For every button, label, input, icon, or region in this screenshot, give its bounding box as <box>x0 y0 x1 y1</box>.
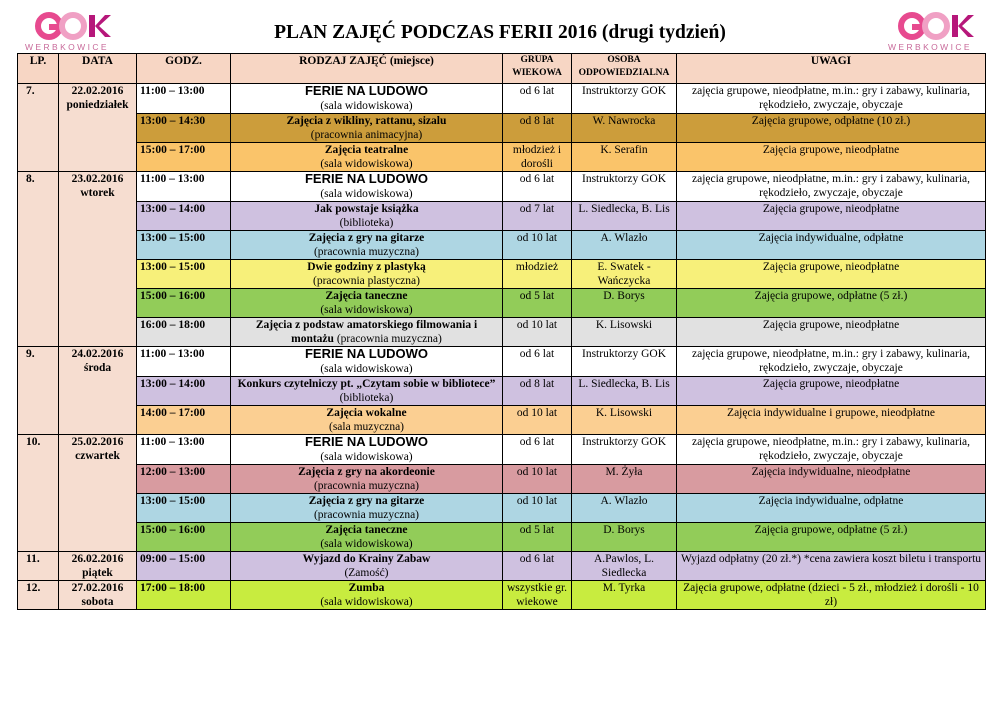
table-row <box>18 260 986 289</box>
table-row <box>18 318 986 347</box>
activity-cell <box>231 581 503 610</box>
table-row <box>18 494 986 523</box>
activity-time: 13:00 – 15:00 <box>137 494 231 523</box>
age-group: od 5 lat <box>503 523 572 552</box>
responsible-person: M. Żyła <box>572 465 677 494</box>
table-row <box>18 347 986 377</box>
responsible-person: Instruktorzy GOK <box>572 347 677 377</box>
activity-time: 11:00 – 13:00 <box>137 172 231 202</box>
activity-title: Zajęcia taneczne <box>325 524 408 536</box>
table-row <box>18 231 986 260</box>
responsible-person: L. Siedlecka, B. Lis <box>572 377 677 406</box>
activity-place: (sala widowiskowa) <box>320 100 413 112</box>
gok-logo-mark <box>878 12 982 42</box>
activity-time: 11:00 – 13:00 <box>137 84 231 114</box>
day-number: 12. <box>18 581 59 610</box>
gok-logo-left <box>15 12 119 52</box>
age-group: młodzież <box>503 260 572 289</box>
responsible-person: D. Borys <box>572 289 677 318</box>
table-row <box>18 172 986 202</box>
day-date-cell <box>59 581 137 610</box>
notes: Zajęcia indywidualne, odpłatne <box>677 494 986 523</box>
age-group: od 10 lat <box>503 406 572 435</box>
activity-time: 15:00 – 17:00 <box>137 143 231 172</box>
activity-cell <box>231 202 503 231</box>
activity-title: Zajęcia z gry na akordeonie <box>298 466 435 478</box>
activity-place: (sala widowiskowa) <box>320 451 413 463</box>
responsible-person: K. Lisowski <box>572 406 677 435</box>
header-person: OSOBA ODPOWIEDZIALNA <box>572 54 677 84</box>
activity-title: Zumba <box>348 582 385 594</box>
header-notes: UWAGI <box>677 54 986 84</box>
activity-title: Zajęcia teatralne <box>324 144 409 156</box>
table-row <box>18 435 986 465</box>
activity-place: (sala widowiskowa) <box>320 596 413 608</box>
table-row <box>18 523 986 552</box>
responsible-person: M. Tyrka <box>572 581 677 610</box>
day-date: 24.02.2016 <box>71 348 124 360</box>
activity-place: (biblioteka) <box>339 392 394 404</box>
day-number: 8. <box>18 172 59 347</box>
age-group: od 10 lat <box>503 494 572 523</box>
schedule-body <box>18 84 986 610</box>
notes: zajęcia grupowe, nieodpłatne, m.in.: gry i zabawy, kulinaria, rękodzieło, zwyczaje, obyczaje <box>677 347 986 377</box>
activity-cell <box>231 523 503 552</box>
activity-place: (pracownia animacyjna) <box>310 129 423 141</box>
activity-place: (pracownia plastyczna) <box>313 275 420 287</box>
activity-place: (sala widowiskowa) <box>320 538 413 550</box>
activity-cell <box>231 84 503 114</box>
day-date-cell <box>59 84 137 172</box>
header-group: GRUPA WIEKOWA <box>503 54 572 84</box>
activity-title: FERIE NA LUDOWO <box>304 83 428 98</box>
activity-title: FERIE NA LUDOWO <box>304 434 428 449</box>
day-weekday: środa <box>83 362 112 374</box>
day-date-cell <box>59 347 137 435</box>
activity-place: (sala widowiskowa) <box>320 158 413 170</box>
schedule-table <box>17 53 986 610</box>
responsible-person: A. Wlazło <box>572 231 677 260</box>
day-weekday: poniedziałek <box>66 99 129 111</box>
day-date: 27.02.2016 <box>71 582 124 594</box>
activity-cell <box>231 465 503 494</box>
activity-cell <box>231 231 503 260</box>
day-date: 23.02.2016 <box>71 173 124 185</box>
activity-place: (pracownia muzyczna) <box>313 246 420 258</box>
day-date: 22.02.2016 <box>71 85 124 97</box>
activity-cell <box>231 435 503 465</box>
day-number: 11. <box>18 552 59 581</box>
notes: Zajęcia grupowe, nieodpłatne <box>677 202 986 231</box>
notes: Wyjazd odpłatny (20 zł.*) *cena zawiera koszt biletu i transportu <box>677 552 986 581</box>
activity-cell <box>231 143 503 172</box>
table-row <box>18 465 986 494</box>
activity-title: Konkurs czytelniczy pt. „Czytam sobie w bibliotece” <box>237 378 496 390</box>
activity-time: 15:00 – 16:00 <box>137 523 231 552</box>
activity-time: 11:00 – 13:00 <box>137 347 231 377</box>
activity-time: 13:00 – 15:00 <box>137 260 231 289</box>
notes: Zajęcia indywidualne, odpłatne <box>677 231 986 260</box>
age-group: od 6 lat <box>503 84 572 114</box>
table-row <box>18 552 986 581</box>
activity-time: 17:00 – 18:00 <box>137 581 231 610</box>
activity-title: FERIE NA LUDOWO <box>304 346 428 361</box>
table-row <box>18 289 986 318</box>
day-date-cell <box>59 552 137 581</box>
notes: Zajęcia grupowe, odpłatne (10 zł.) <box>677 114 986 143</box>
activity-place: (pracownia muzyczna) <box>336 333 442 345</box>
day-number: 7. <box>18 84 59 172</box>
responsible-person: L. Siedlecka, B. Lis <box>572 202 677 231</box>
activity-place: (sala widowiskowa) <box>320 363 413 375</box>
activity-title: Dwie godziny z plastyką <box>307 261 426 273</box>
table-row <box>18 406 986 435</box>
activity-time: 16:00 – 18:00 <box>137 318 231 347</box>
activity-cell <box>231 260 503 289</box>
activity-title: Zajęcia z wikliny, rattanu, sizalu <box>286 115 447 127</box>
age-group: od 8 lat <box>503 377 572 406</box>
activity-cell <box>231 289 503 318</box>
activity-place: (sala widowiskowa) <box>320 304 413 316</box>
day-weekday: piątek <box>82 567 113 579</box>
day-date-cell <box>59 172 137 347</box>
activity-cell <box>231 377 503 406</box>
activity-time: 09:00 – 15:00 <box>137 552 231 581</box>
activity-place: (pracownia muzyczna) <box>313 480 420 492</box>
responsible-person: A.Pawlos, L. Siedlecka <box>572 552 677 581</box>
notes: Zajęcia grupowe, odpłatne (5 zł.) <box>677 289 986 318</box>
table-row <box>18 202 986 231</box>
responsible-person: A. Wlazło <box>572 494 677 523</box>
activity-cell <box>231 347 503 377</box>
activity-cell <box>231 552 503 581</box>
age-group: wszystkie gr. wiekowe <box>503 581 572 610</box>
activity-title: Jak powstaje książka <box>314 203 419 215</box>
activity-cell <box>231 494 503 523</box>
notes: zajęcia grupowe, nieodpłatne, m.in.: gry i zabawy, kulinaria, rękodzieło, zwyczaje, obyczaje <box>677 435 986 465</box>
page-title: PLAN ZAJĘĆ PODCZAS FERII 2016 (drugi tydzień) <box>274 22 726 43</box>
responsible-person: K. Serafin <box>572 143 677 172</box>
age-group: od 5 lat <box>503 289 572 318</box>
age-group: od 6 lat <box>503 435 572 465</box>
notes: Zajęcia grupowe, odpłatne (5 zł.) <box>677 523 986 552</box>
responsible-person: K. Lisowski <box>572 318 677 347</box>
activity-title: Zajęcia z gry na gitarze <box>308 232 425 244</box>
day-number: 10. <box>18 435 59 552</box>
activity-title: Zajęcia z gry na gitarze <box>308 495 425 507</box>
activity-time: 15:00 – 16:00 <box>137 289 231 318</box>
age-group: od 10 lat <box>503 231 572 260</box>
notes: zajęcia grupowe, nieodpłatne, m.in.: gry i zabawy, kulinaria, rękodzieło, zwyczaje, obyczaje <box>677 172 986 202</box>
age-group: od 6 lat <box>503 172 572 202</box>
responsible-person: Instruktorzy GOK <box>572 435 677 465</box>
responsible-person: E. Swatek - Wańczycka <box>572 260 677 289</box>
activity-time: 14:00 – 17:00 <box>137 406 231 435</box>
activity-place: (sala widowiskowa) <box>320 188 413 200</box>
day-date: 25.02.2016 <box>71 436 124 448</box>
activity-cell <box>231 406 503 435</box>
age-group: od 6 lat <box>503 347 572 377</box>
activity-time: 12:00 – 13:00 <box>137 465 231 494</box>
activity-title: Zajęcia z podstaw amatorskiego filmowania i montażu <box>255 319 478 345</box>
notes: Zajęcia grupowe, odpłatne (dzieci - 5 zł., młodzież i dorośli - 10 zł) <box>677 581 986 610</box>
table-row <box>18 114 986 143</box>
activity-place: (pracownia muzyczna) <box>313 509 420 521</box>
notes: Zajęcia grupowe, nieodpłatne <box>677 377 986 406</box>
header-date: DATA <box>59 54 137 84</box>
age-group: od 6 lat <box>503 552 572 581</box>
age-group: od 7 lat <box>503 202 572 231</box>
activity-time: 13:00 – 14:30 <box>137 114 231 143</box>
activity-title: Wyjazd do Krainy Zabaw <box>302 553 431 565</box>
day-weekday: wtorek <box>80 187 115 199</box>
activity-cell <box>231 172 503 202</box>
responsible-person: W. Nawrocka <box>572 114 677 143</box>
table-row <box>18 143 986 172</box>
gok-logo-subtitle: WERBKOWICE <box>888 42 972 52</box>
responsible-person: Instruktorzy GOK <box>572 172 677 202</box>
table-header-row <box>18 54 986 84</box>
activity-cell <box>231 114 503 143</box>
notes: Zajęcia grupowe, nieodpłatne <box>677 260 986 289</box>
responsible-person: Instruktorzy GOK <box>572 84 677 114</box>
day-weekday: czwartek <box>75 450 120 462</box>
activity-title: FERIE NA LUDOWO <box>304 171 428 186</box>
age-group: od 10 lat <box>503 318 572 347</box>
activity-time: 13:00 – 14:00 <box>137 377 231 406</box>
header-time: GODZ. <box>137 54 231 84</box>
activity-place: (sala muzyczna) <box>328 421 405 433</box>
day-number: 9. <box>18 347 59 435</box>
notes: zajęcia grupowe, nieodpłatne, m.in.: gry i zabawy, kulinaria, rękodzieło, zwyczaje, obyczaje <box>677 84 986 114</box>
notes: Zajęcia indywidualne, nieodpłatne <box>677 465 986 494</box>
activity-place: (biblioteka) <box>339 217 394 229</box>
day-date: 26.02.2016 <box>71 553 124 565</box>
notes: Zajęcia grupowe, nieodpłatne <box>677 143 986 172</box>
notes: Zajęcia indywidualne i grupowe, nieodpłatne <box>677 406 986 435</box>
table-row <box>18 84 986 114</box>
responsible-person: D. Borys <box>572 523 677 552</box>
activity-time: 11:00 – 13:00 <box>137 435 231 465</box>
day-date-cell <box>59 435 137 552</box>
table-row <box>18 377 986 406</box>
day-weekday: sobota <box>81 596 114 608</box>
header-activity: RODZAJ ZAJĘĆ (miejsce) <box>231 54 503 84</box>
age-group: młodzież i dorośli <box>503 143 572 172</box>
age-group: od 10 lat <box>503 465 572 494</box>
gok-logo-right <box>878 12 982 52</box>
activity-title: Zajęcia taneczne <box>325 290 408 302</box>
header-lp: LP. <box>18 54 59 84</box>
activity-time: 13:00 – 14:00 <box>137 202 231 231</box>
activity-place: (Zamość) <box>344 567 389 579</box>
activity-time: 13:00 – 15:00 <box>137 231 231 260</box>
gok-logo-subtitle: WERBKOWICE <box>25 42 109 52</box>
age-group: od 8 lat <box>503 114 572 143</box>
activity-cell <box>231 318 503 347</box>
gok-logo-mark <box>15 12 119 42</box>
table-row <box>18 581 986 610</box>
activity-title: Zajęcia wokalne <box>326 407 407 419</box>
notes: Zajęcia grupowe, nieodpłatne <box>677 318 986 347</box>
